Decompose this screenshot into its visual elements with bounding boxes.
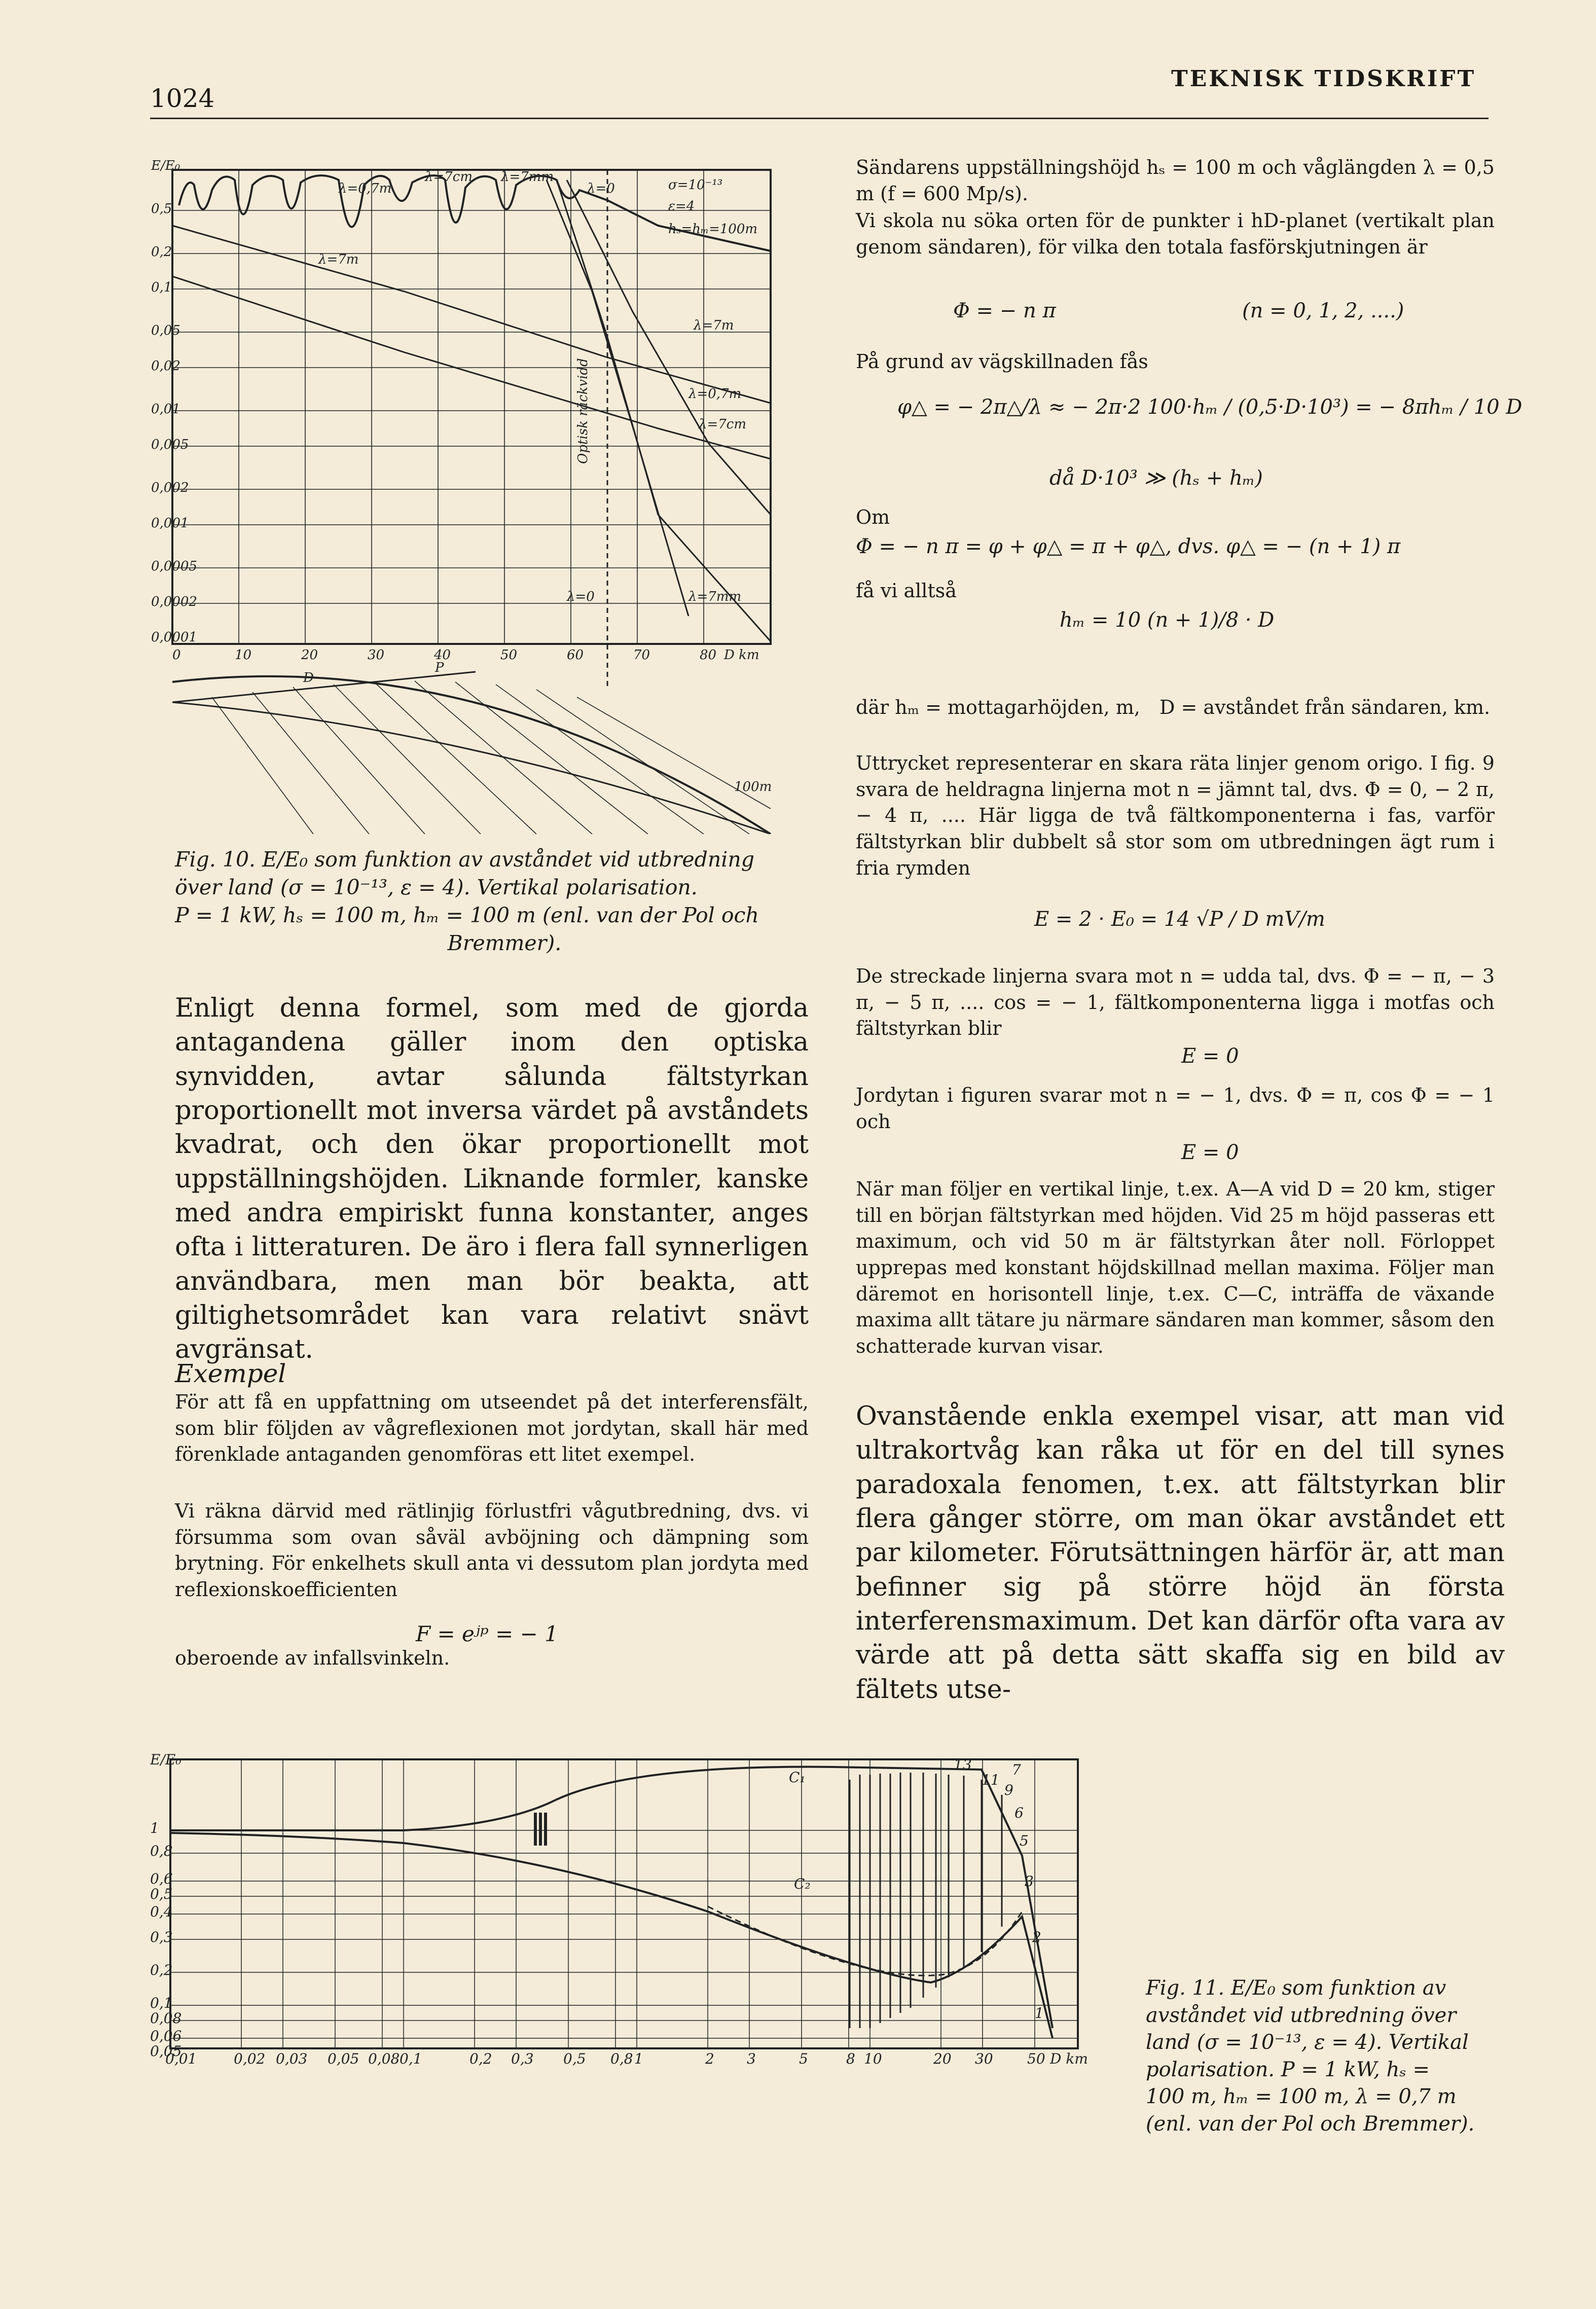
fig10-curve-label: λ=0,7m <box>688 386 742 402</box>
fig11-xtick: 0,3 <box>511 2050 534 2067</box>
fig11-xtick: 0,5 <box>563 2050 586 2067</box>
fig10-xtick: 40 <box>434 647 451 663</box>
fig10-yaxis-label: E/E₀ <box>151 160 180 173</box>
fig10-caption-line: P = 1 kW, hₛ = 100 m, hₘ = 100 m (enl. van der Pol och <box>175 903 759 927</box>
fig11-xtick: 10 <box>864 2050 882 2067</box>
fig11-xtick: 3 <box>747 2050 756 2067</box>
fig11-curve-label: 3 <box>1025 1873 1034 1890</box>
equation-field-strength: E = 2 · E₀ = 14 √P / D mV/m <box>1034 908 1325 931</box>
fig11-lower-envelope <box>170 1833 1053 2038</box>
fig10-curve-label: λ=7mm <box>688 589 742 604</box>
fig11-xtick: 0,03 <box>276 2050 308 2067</box>
fig11-ytick: 0,2 <box>150 1962 173 1978</box>
fig10-curve-label: λ=7cm <box>425 169 473 185</box>
fig11-curve-label: 6 <box>1014 1805 1024 1821</box>
fig10-xtick: 80 <box>700 647 717 663</box>
fig10-ytick: 0,002 <box>151 480 189 495</box>
fig11-ytick: 1 <box>150 1820 159 1836</box>
fig11-xtick: 5 <box>799 2050 808 2067</box>
fig11-xtick: 0,2 <box>469 2050 492 2067</box>
fig11-ytick: 0,8 <box>150 1843 173 1859</box>
fig10-curve-label: λ=0 <box>567 589 595 604</box>
fig11-yaxis-label: E/E₀ <box>150 1751 182 1768</box>
fig11-ytick: 0,3 <box>150 1929 173 1945</box>
example-paragraph-2: Vi räkna därvid med rätlinjig förlustfri vågutbredning, dvs. vi försumma som ovan såväl avböjning och dämpning som brytning. För enkelhets skull anta vi dessutom plan jordyta med reflexionskoefficienten <box>175 1500 809 1601</box>
figure-11 <box>150 1744 1129 2069</box>
example-paragraph-1: För att få en uppfattning om utseendet på det interferensfält, som blir följden av vågreflexionen mot jordytan, skall här med förenklade antaganden genomföras ett litet exempel. <box>175 1391 809 1466</box>
fig11-xtick: 0,8 <box>610 2050 633 2067</box>
fig10-xtick: 30 <box>368 647 385 663</box>
fig11-ytick: 0,5 <box>150 1886 173 1902</box>
fig10-ray-direct <box>172 672 476 702</box>
fig11-curve-label: 9 <box>1004 1782 1013 1798</box>
right-paragraph-9: Jordytan i figuren svarar mot n = − 1, dvs. Φ = π, cos Φ = − 1 och <box>856 1084 1495 1133</box>
fig10-caption-line: över land (σ = 10⁻¹³, ε = 4). Vertikal polarisation. <box>175 875 698 899</box>
fig11-ytick: 0,1 <box>150 1995 173 2011</box>
fig10-curve-label: λ=7m <box>318 252 359 267</box>
fig11-curve-label: 13 <box>954 1756 972 1773</box>
equation-phase: Φ = − n π <box>953 299 1056 322</box>
fig10-xtick: 10 <box>235 647 252 663</box>
right-paragraph-4: Om <box>856 506 890 528</box>
fig10-plot-frame <box>172 170 771 644</box>
fig11-xunit: D km <box>1050 2050 1088 2067</box>
right-paragraph-10: När man följer en vertikal linje, t.ex. A—A vid D = 20 km, stiger till en början fältstyrkan med höjden. Vid 25 m höjd passeras ett maximum, och vid 50 m är fältstyrkan åter noll. Förloppet upprepas med konstant höjdskillnad mellan maxima. Följer man däremot en horisontell linje, t.ex. C—C, inträffa de växande maxima allt tätare ju närmare sändaren man kommer, såsom den schatterade kurvan visar. <box>856 1178 1495 1358</box>
fig10-xtick: 50 <box>500 647 518 663</box>
fig10-curve-label: λ=7mm <box>501 169 554 185</box>
fig11-gridlines <box>170 1759 1078 2048</box>
fig10-ytick: 0,005 <box>151 437 189 452</box>
fig11-xtick: 20 <box>933 2050 952 2067</box>
fig11-curve-label: 7 <box>1012 1761 1021 1778</box>
equation-receiver-height: hₘ = 10 (n + 1)/8 · D <box>1060 608 1275 632</box>
right-paragraph-1: Sändarens uppställningshöjd hₛ = 100 m och våglängden λ = 0,5 m (f = 600 Mp/s). <box>856 156 1495 205</box>
fig10-vertical-label: Optisk räckvidd <box>575 358 591 464</box>
fig11-oscillating-curve <box>850 1773 1002 2028</box>
fig11-xtick: 30 <box>975 2050 993 2067</box>
fig10-ytick: 0,02 <box>151 358 180 374</box>
fig10-gridlines <box>172 170 771 644</box>
fig11-ytick: 0,6 <box>150 1870 173 1887</box>
fig11-caption-line: polarisation. P = 1 kW, hₛ = <box>1146 2058 1430 2081</box>
fig10-ytick: 0,5 <box>151 201 172 217</box>
right-paragraph-7: Uttrycket representerar en skara räta linjer genom origo. I fig. 9 svara de heldragna linjerna mot n = jämnt tal, dvs. Φ = 0, − 2 π, − 4 π, .... Här ligga de två fältkomponenterna i fas, varför fältstyrkan blir dubbelt så stor som om utbredningen ägt rum i fria rymden <box>856 752 1495 879</box>
fig10-ytick: 0,0005 <box>151 559 197 574</box>
fig10-ytick: 0,2 <box>151 244 172 260</box>
page-number: 1024 <box>150 84 215 113</box>
fig10-ytick: 0,1 <box>151 280 172 295</box>
fig10-ray-reflected <box>172 702 771 834</box>
header-rule <box>150 118 1489 119</box>
fig11-curve-label: 2 <box>1032 1929 1041 1945</box>
equation-condition: då D·10³ ≫ (hₛ + hₘ) <box>1049 466 1263 490</box>
fig10-curve-label: λ=7m <box>694 318 734 333</box>
fig10-caption-line: Fig. 10. E/E₀ som funktion av avståndet vid utbredning <box>175 847 755 872</box>
right-paragraph-2: Vi skola nu söka orten för de punkter i hD-planet (vertikalt plan genom sändaren), för vilka den totala fasförskjutningen är <box>856 209 1495 258</box>
right-paragraph-3: På grund av vägskillnaden fås <box>856 350 1148 373</box>
fig11-ytick: 0,06 <box>150 2028 182 2044</box>
right-paragraph-8: De streckade linjerna svara mot n = udda tal, dvs. Φ = − π, − 3 π, − 5 π, .... cos = − 1, fältkomponenterna ligga i motfas och fältstyrkan blir <box>856 965 1495 1040</box>
fig11-curve-label: C₂ <box>794 1875 811 1892</box>
fig10-curve-label: λ=7cm <box>699 417 747 432</box>
fig10-earth-label: D <box>303 670 314 686</box>
fig10-earth-arc <box>172 676 771 834</box>
equation-phase-note: (n = 0, 1, 2, ....) <box>1242 299 1404 322</box>
fig11-early-oscillation <box>535 1813 546 1846</box>
example-paragraph-3: oberoende av infallsvinkeln. <box>175 1647 450 1669</box>
right-paragraph-6: där hₘ = mottagarhöjden, m, D = avståndet från sändaren, km. <box>856 696 1491 718</box>
right-paragraph-5: få vi alltså <box>856 580 957 602</box>
fig10-steep-curve-1 <box>547 180 688 616</box>
fig11-caption-line: Fig. 11. E/E₀ som funktion av <box>1146 1976 1446 2000</box>
section-heading: Exempel <box>175 1359 286 1388</box>
fig10-ytick: 0,01 <box>151 402 180 417</box>
fig11-caption-line: land (σ = 10⁻¹³, ε = 4). Vertikal <box>1146 2031 1469 2054</box>
fig10-earth-hatching <box>212 681 771 834</box>
fig11-curve-label: 11 <box>982 1772 1000 1788</box>
fig11-xtick: 0,1 <box>400 2050 422 2067</box>
fig11-caption-line: 100 m, hₘ = 100 m, λ = 0,7 m <box>1146 2085 1457 2109</box>
fig11-xtick: 0,01 <box>165 2050 197 2067</box>
equation-e-zero-1: E = 0 <box>1181 1044 1239 1068</box>
fig11-ytick: 0,4 <box>150 1903 173 1920</box>
fig10-param: ε=4 <box>668 199 695 214</box>
figure-10 <box>151 160 780 834</box>
equation-e-zero-2: E = 0 <box>1181 1141 1239 1164</box>
fig11-ytick: 0,08 <box>150 2010 182 2027</box>
fig10-xtick: 0 <box>172 647 181 663</box>
fig10-ytick: 0,05 <box>151 323 180 338</box>
fig10-caption <box>175 846 834 957</box>
fig11-xtick: 0,05 <box>328 2050 359 2067</box>
fig10-earth-label: P <box>435 660 444 675</box>
fig11-xtick: 0,08 <box>368 2050 400 2067</box>
fig10-curve-label: λ=0 <box>587 181 615 196</box>
fig10-xunit: D km <box>724 647 759 663</box>
fig11-dashed-curve <box>708 1906 1022 1975</box>
fig10-earth-label: 100m <box>734 779 772 795</box>
fig10-xtick: 60 <box>567 647 584 663</box>
body-paragraph: Enligt denna formel, som med de gjorda antagandena gäller inom den optiska synvidden, avtar sålunda fältstyrkan proportionellt mot inversa värdet på avståndets kvadrat, och den ökar proportionellt mot uppställningshöjden. Liknande formler, kanske med andra empiriskt funna konstanter, anges ofta i litteraturen. De äro i flera fall synnerligen användbara, men man bör beakta, att giltighetsområdet kan vara relativt snävt avgränsat. <box>175 993 809 1365</box>
fig10-param: σ=10⁻¹³ <box>668 177 723 193</box>
fig10-ytick: 0,001 <box>151 516 189 531</box>
equation-path-difference: φ△ = − 2π△/λ ≈ − 2π·2 100·hₘ / (0,5·D·10³) = − 8πhₘ / 10 D <box>897 395 1522 419</box>
fig10-xtick: 70 <box>633 647 650 663</box>
fig11-curve-label: 1 <box>1035 2005 1044 2022</box>
fig10-ytick: 0,0002 <box>151 594 197 609</box>
fig10-curve-lambda-0 <box>172 226 771 403</box>
fig10-ytick: 0,0001 <box>151 630 197 645</box>
reflection-formula: F = eʲᵖ = − 1 <box>416 1621 558 1646</box>
fig10-caption-line: Bremmer). <box>447 930 562 955</box>
fig11-curve-label: C₁ <box>789 1769 806 1786</box>
fig10-xtick: 20 <box>301 647 318 663</box>
fig11-caption <box>1146 1975 1501 2138</box>
fig10-param: hₛ=hₘ=100m <box>668 222 758 237</box>
fig11-upper-envelope <box>170 1767 1053 2028</box>
equation-total-phase: Φ = − n π = φ + φ△ = π + φ△, dvs. φ△ = − (n + 1) π <box>856 535 1401 558</box>
fig11-xtick: 0,02 <box>234 2050 266 2067</box>
fig11-xtick: 2 <box>705 2050 714 2067</box>
right-big-paragraph: Ovanstående enkla exempel visar, att man vid ultrakortvåg kan råka ut för en del till synes paradoxala fenomen, t.ex. att fältstyrkan blir flera gånger större, om man ökar avståndet ett par kilometer. Förutsättningen härför är, att man befinner sig på större höjd än första interferensmaximum. Det kan därför ofta vara av värde att på detta sätt skaffa sig en bild av fältets utse- <box>856 1401 1505 1705</box>
fig11-ytick: 0,05 <box>150 2043 182 2060</box>
fig11-curve-label: 5 <box>1020 1832 1029 1849</box>
fig11-caption-line: avståndet vid utbredning över <box>1146 2003 1457 2027</box>
fig11-xtick: 1 <box>634 2050 643 2067</box>
fig11-xtick: 50 <box>1027 2050 1045 2067</box>
fig10-curve-label: λ=0,7m <box>339 181 392 196</box>
fig11-caption-line: (enl. van der Pol och Bremmer). <box>1146 2112 1475 2136</box>
fig11-xtick: 8 <box>846 2050 855 2067</box>
journal-title: TEKNISK TIDSKRIFT <box>1171 66 1476 92</box>
